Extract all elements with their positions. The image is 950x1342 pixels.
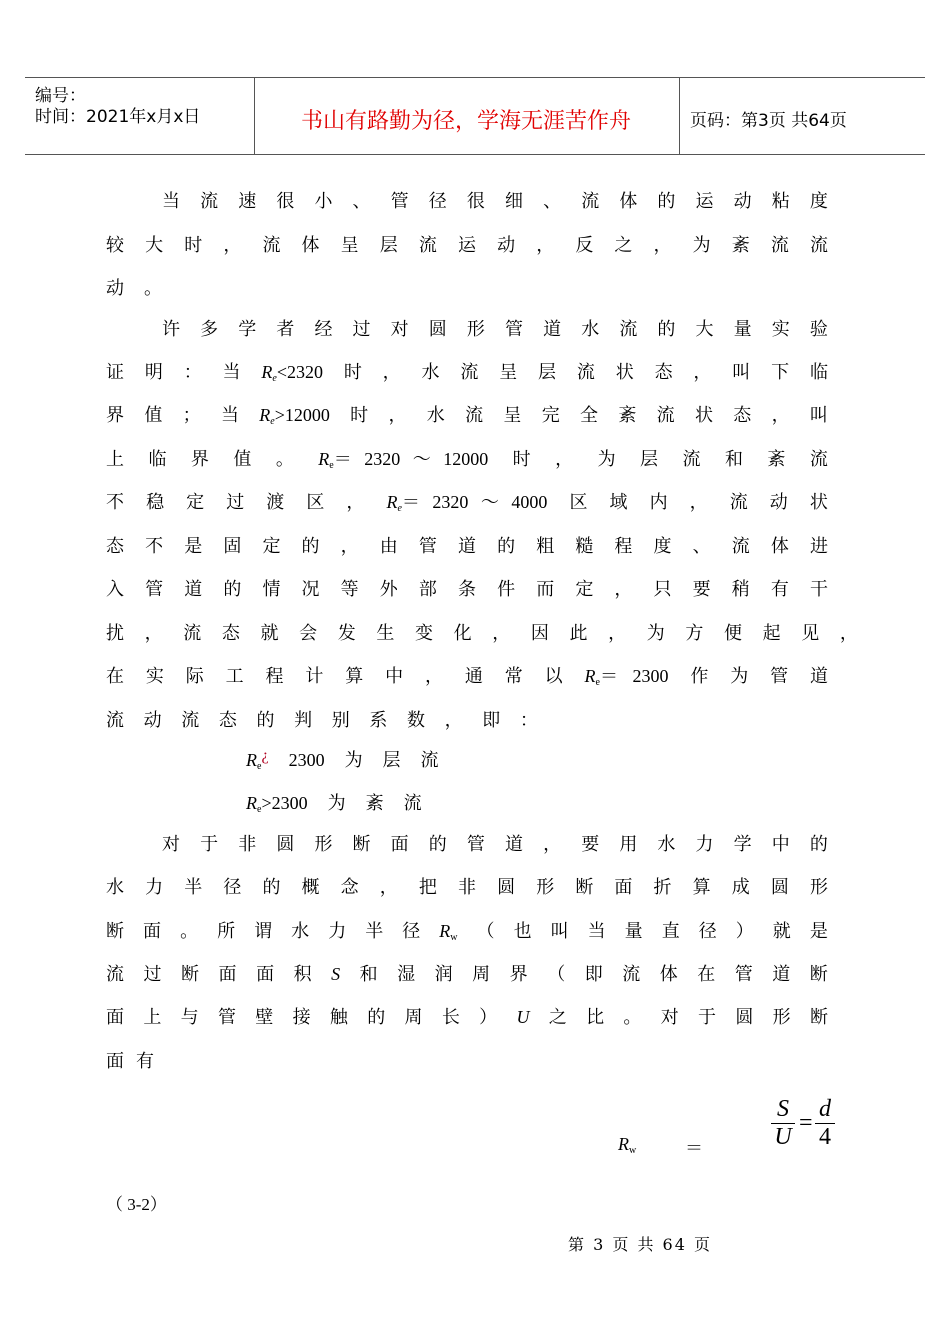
- rw-subscript: w: [450, 932, 458, 943]
- header-time-label: 时间：2021年x月x日: [35, 107, 201, 127]
- fraction-denominator-u: U: [771, 1123, 795, 1151]
- re-subscript: e: [257, 804, 262, 815]
- para1-line3: 动。: [106, 278, 182, 299]
- criterion-turbulent: [246, 789, 442, 815]
- reynolds-range-upper: [318, 445, 488, 471]
- equation-number: （ 3-2）: [106, 1195, 167, 1214]
- para3-line2: 水 力 半 径 的 概 念 ， 把 非 圆 形 断 面 折 算 成 圆 形: [106, 877, 828, 898]
- re-symbol: R: [318, 449, 330, 469]
- re-subscript: e: [329, 460, 334, 471]
- area-symbol: S: [331, 964, 341, 984]
- re-symbol: R: [584, 666, 596, 686]
- rw-symbol: R: [439, 921, 451, 941]
- para3-line4: 流 过 断 面 面 积 S 和 湿 润 周 界 （ 即 流 体 在 管 道 断: [106, 964, 828, 985]
- header-page-info: 页码：第3页 共64页: [690, 111, 847, 131]
- fraction-d-over-4: [815, 1096, 835, 1151]
- para2-line10: 流 动 流 态 的 判 别 系 数 ， 即 ：: [106, 710, 538, 731]
- re-symbol: R: [261, 362, 273, 382]
- para3-line1: 对 于 非 圆 形 断 面 的 管 道 ， 要 用 水 力 学 中 的: [162, 834, 828, 855]
- page-footer: 第 3 页 共 64 页: [568, 1235, 712, 1254]
- criterion-laminar-text: 为层流: [344, 750, 459, 770]
- re-symbol: R: [386, 492, 398, 512]
- para1-line1: 当 流 速 很 小 、 管 径 很 细 、 流 体 的 运 动 粘 度: [162, 191, 828, 212]
- formula-rw-symbol: R: [618, 1134, 629, 1154]
- re-critical-value: ＝ 2300: [599, 666, 669, 686]
- para3-line6: 面有: [106, 1051, 166, 1072]
- reynolds-critical: [585, 662, 669, 688]
- formula-rw-subscript: w: [629, 1145, 637, 1156]
- formula-lhs: [618, 1134, 636, 1156]
- reynolds-gt-12000: [259, 405, 330, 427]
- fraction-s-over-u: [771, 1096, 795, 1151]
- para2-line7: 入 管 道 的 情 况 等 外 部 条 件 而 定 ， 只 要 稍 有 干: [106, 579, 828, 600]
- header-bottom-rule: [25, 154, 925, 155]
- re-symbol: R: [246, 793, 257, 813]
- criterion-laminar: [246, 746, 459, 772]
- fraction-numerator-s: S: [777, 1096, 789, 1122]
- re-subscript: e: [270, 416, 275, 427]
- formula-mid-equals: =: [799, 1110, 813, 1136]
- re-subscript: e: [272, 373, 277, 384]
- lt-symbol-glitch: ¿: [261, 747, 269, 764]
- para3-line3: 断 面 。 所 谓 水 力 半 径 $R_w$ （ 也 叫 当 量 直 径 ） 就 是: [106, 921, 828, 943]
- para2-line4: 上 临 界 值 。 $R_e= 2320$ ～ 12000 时 ， 为 层 流 和 紊 流: [106, 445, 828, 471]
- re-subscript: e: [397, 503, 402, 514]
- re-subscript: e: [257, 761, 262, 772]
- reynolds-lt-2320: [261, 362, 323, 384]
- re-range: ＝ 2320 ～ 12000: [333, 449, 489, 469]
- fraction-denominator-4: 4: [815, 1123, 835, 1151]
- reynolds-range-transition: [386, 488, 547, 514]
- re-subscript: e: [595, 677, 600, 688]
- header-motto: 书山有路勤为径，学海无涯苦作舟: [300, 109, 631, 134]
- para2-line3: 界 值 ； 当 $R_e>12000$ 时 ， 水 流 呈 完 全 紊 流 状 态 ， 叫: [106, 405, 828, 427]
- para2-line2: 证 明 ： 当 $R_e<2320$ 时 ， 水 流 呈 层 流 状 态 ， 叫 下 临: [106, 362, 828, 384]
- hydraulic-radius-symbol: [439, 921, 457, 943]
- para2-line1: 许 多 学 者 经 过 对 圆 形 管 道 水 流 的 大 量 实 验: [162, 319, 828, 340]
- para3-line5: 面 上 与 管 壁 接 触 的 周 长 ） U 之 比 。 对 于 圆 形 断: [106, 1007, 828, 1028]
- re-value: <2320: [276, 362, 323, 382]
- criterion-turbulent-value: >2300: [261, 793, 308, 813]
- re-symbol: R: [246, 750, 257, 770]
- perimeter-symbol: U: [516, 1007, 530, 1027]
- para1-line2: 较 大 时 ， 流 体 呈 层 流 运 动 ， 反 之 ， 为 紊 流 流: [106, 235, 828, 256]
- para2-line9: 在 实 际 工 程 计 算 中 ， 通 常 以 $R_e= 2300$ 作 为 管 道: [106, 662, 828, 688]
- re-symbol: R: [259, 405, 271, 425]
- para2-line5: 不 稳 定 过 渡 区 ， $R_e= 2320$ ～ 4000 区 域 内 ， 流 动 状: [106, 488, 828, 514]
- header-divider-right: [679, 78, 680, 154]
- header-number-label: 编号：: [35, 86, 86, 106]
- criterion-turbulent-text: 为紊流: [327, 793, 442, 813]
- re-range: ＝ 2320 ～ 4000: [401, 492, 548, 512]
- para2-line8: 扰 ， 流 态 就 会 发 生 变 化 ， 因 此 ， 为 方 便 起 见 ，: [106, 623, 858, 644]
- para2-line6: 态 不 是 固 定 的 ， 由 管 道 的 粗 糙 程 度 、 流 体 进: [106, 536, 828, 557]
- criterion-laminar-value: 2300: [288, 750, 325, 770]
- formula-equals: ＝: [685, 1138, 703, 1159]
- header-top-rule: [25, 77, 925, 78]
- re-value: >12000: [274, 405, 330, 425]
- fraction-numerator-d: d: [819, 1096, 831, 1122]
- header-divider-left: [254, 78, 255, 154]
